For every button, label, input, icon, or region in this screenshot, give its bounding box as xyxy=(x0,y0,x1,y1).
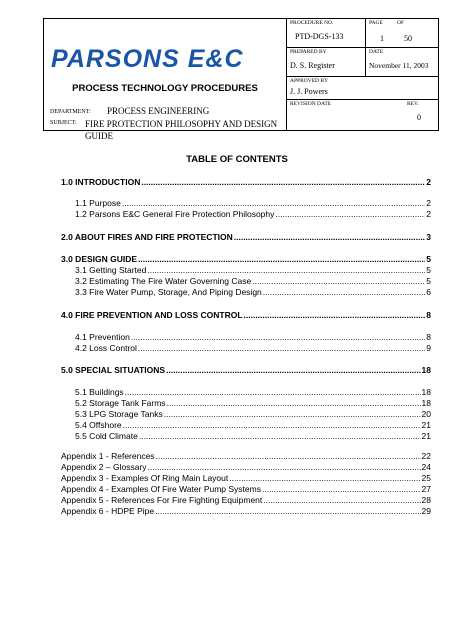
toc-dot-leader xyxy=(141,177,425,188)
toc-dot-leader xyxy=(131,332,425,343)
toc-entry-title: Appendix 1 - References xyxy=(61,451,155,461)
toc-entry[interactable] xyxy=(75,198,431,209)
toc-dot-leader xyxy=(148,462,421,473)
toc-page-number: 8 xyxy=(426,310,431,320)
toc-page-number: 5 xyxy=(426,265,431,275)
date-label: DATE xyxy=(369,49,384,55)
toc-page-number: 21 xyxy=(421,431,431,441)
toc-dot-leader xyxy=(122,198,425,209)
toc-entry[interactable] xyxy=(75,209,431,220)
prepared-by-label: PREPARED BY xyxy=(290,49,327,55)
toc-page-number: 2 xyxy=(426,209,431,219)
rev-label: REV. xyxy=(407,101,419,107)
toc-entry-title: 5.0 SPECIAL SITUATIONS xyxy=(61,365,166,375)
toc-dot-leader xyxy=(156,451,421,462)
toc-entry-title: 1.0 INTRODUCTION xyxy=(61,177,141,187)
toc-page-number: 18 xyxy=(421,365,431,375)
toc-entry[interactable] xyxy=(75,409,431,420)
toc-entry[interactable] xyxy=(75,287,431,298)
toc-entry[interactable] xyxy=(61,451,431,462)
toc-entry[interactable] xyxy=(61,495,431,506)
toc-dot-leader xyxy=(155,506,420,517)
toc-entry[interactable] xyxy=(75,343,431,354)
toc-entry-title: Appendix 6 - HDPE Pipe xyxy=(61,506,155,516)
toc-page-number: 29 xyxy=(421,506,431,516)
toc-entry-title: 3.1 Getting Started xyxy=(75,265,147,275)
toc-page-number: 9 xyxy=(426,343,431,353)
toc-page-number: 3 xyxy=(426,232,431,242)
toc-entry[interactable] xyxy=(75,420,431,431)
header-left-panel xyxy=(44,19,286,141)
toc-dot-leader xyxy=(139,431,421,442)
date-value: November 11, 2003 xyxy=(369,61,429,70)
toc-entry[interactable] xyxy=(75,387,431,398)
prepared-by-value: D. S. Register xyxy=(290,61,335,70)
department-value: PROCESS ENGINEERING xyxy=(107,106,210,116)
toc-entry-title: 4.0 FIRE PREVENTION AND LOSS CONTROL xyxy=(61,310,243,320)
toc-dot-leader xyxy=(229,473,420,484)
document-series-title: PROCESS TECHNOLOGY PROCEDURES xyxy=(72,83,258,94)
toc-dot-leader xyxy=(244,310,426,321)
toc-dot-leader xyxy=(167,398,421,409)
toc-page-number: 21 xyxy=(421,420,431,430)
toc-page-number: 27 xyxy=(421,484,431,494)
toc-dot-leader xyxy=(138,254,425,265)
toc-entry-title: 4.1 Prevention xyxy=(75,332,130,342)
toc-page-number: 6 xyxy=(426,287,431,297)
toc-entry[interactable] xyxy=(75,332,431,343)
toc-entry-title: 4.2 Loss Control xyxy=(75,343,137,353)
procedure-no-label: PROCEDURE NO. xyxy=(290,20,334,26)
toc-page-number: 5 xyxy=(426,276,431,286)
toc-title: TABLE OF CONTENTS xyxy=(186,154,288,165)
toc-dot-leader xyxy=(262,484,421,495)
toc-dot-leader xyxy=(263,287,425,298)
prepared-by-cell xyxy=(287,47,365,76)
toc-entry-title: 5.1 Buildings xyxy=(75,387,124,397)
toc-entry-title: Appendix 2 – Glossary xyxy=(61,462,147,472)
toc-entry-title: Appendix 3 - Examples Of Ring Main Layout xyxy=(61,473,229,483)
toc-entry-title: 1.2 Parsons E&C General Fire Protection Philosophy xyxy=(75,209,275,219)
document-header xyxy=(43,18,439,141)
toc-entry-title: 1.1 Purpose xyxy=(75,198,121,208)
toc-entry-title: 2.0 ABOUT FIRES AND FIRE PROTECTION xyxy=(61,232,233,242)
toc-page-number: 20 xyxy=(421,409,431,419)
department-label: DEPARTMENT: xyxy=(50,109,91,115)
approved-by-value: J. J. Powers xyxy=(290,87,328,96)
toc-dot-leader xyxy=(138,343,425,354)
toc-dot-leader xyxy=(125,387,421,398)
toc-entry[interactable] xyxy=(61,506,431,517)
subject-label: SUBJECT: xyxy=(50,120,77,126)
toc-dot-leader xyxy=(252,276,425,287)
date-cell xyxy=(365,47,439,76)
page-cell xyxy=(365,19,439,47)
toc-section-entry[interactable] xyxy=(61,254,431,265)
page-total: 50 xyxy=(404,34,412,43)
procedure-no-cell xyxy=(287,19,365,47)
toc-entry[interactable] xyxy=(75,431,431,442)
toc-dot-leader xyxy=(147,265,425,276)
toc-page-number: 5 xyxy=(426,254,431,264)
company-logo: PARSONS E&C xyxy=(51,45,244,73)
toc-entry[interactable] xyxy=(61,462,431,473)
toc-entry-title: 5.4 Offshore xyxy=(75,420,122,430)
toc-section-entry[interactable] xyxy=(61,177,431,188)
toc-entry-title: 5.2 Storage Tank Farms xyxy=(75,398,166,408)
toc-entry[interactable] xyxy=(75,265,431,276)
toc-page-number: 18 xyxy=(421,398,431,408)
toc-page-number: 24 xyxy=(421,462,431,472)
toc-dot-leader xyxy=(164,409,421,420)
toc-dot-leader xyxy=(263,495,420,506)
toc-entry[interactable] xyxy=(75,276,431,287)
page-number: 1 xyxy=(380,34,384,43)
toc-page-number: 2 xyxy=(426,198,431,208)
toc-page-number: 25 xyxy=(421,473,431,483)
toc-entry-title: 5.5 Cold Climate xyxy=(75,431,138,441)
toc-entry[interactable] xyxy=(61,484,431,495)
toc-entry-title: Appendix 4 - Examples Of Fire Water Pump Systems xyxy=(61,484,261,494)
toc-page-number: 8 xyxy=(426,332,431,342)
toc-dot-leader xyxy=(234,232,426,243)
approved-by-cell xyxy=(287,76,439,99)
toc-page-number: 28 xyxy=(421,495,431,505)
revision-cell xyxy=(287,99,439,130)
toc-section-entry[interactable] xyxy=(61,232,431,243)
procedure-no-value: PTD-DGS-133 xyxy=(295,32,344,41)
toc-entry-title: Appendix 5 - References For Fire Fighting Equipment xyxy=(61,495,263,505)
approved-by-label: APPROVED BY xyxy=(290,78,329,84)
rev-value: 0 xyxy=(417,113,421,122)
toc-page-number: 18 xyxy=(421,387,431,397)
toc-entry[interactable] xyxy=(75,398,431,409)
toc-page-number: 2 xyxy=(426,177,431,187)
subject-value: FIRE PROTECTION PHILOSOPHY AND DESIGN GUIDE xyxy=(85,119,278,141)
toc-entry-title: 3.3 Fire Water Pump, Storage, And Piping Design xyxy=(75,287,262,297)
toc-dot-leader xyxy=(275,209,425,220)
toc-dot-leader xyxy=(123,420,421,431)
page-label: PAGE xyxy=(369,20,383,26)
toc-entry[interactable] xyxy=(61,473,431,484)
of-label: OF xyxy=(397,20,405,26)
toc-page-number: 22 xyxy=(421,451,431,461)
header-right-panel xyxy=(286,19,439,130)
toc-dot-leader xyxy=(166,365,420,376)
revision-date-label: REVISION DATE xyxy=(290,101,332,107)
toc-entry-title: 5.3 LPG Storage Tanks xyxy=(75,409,163,419)
toc-section-entry[interactable] xyxy=(61,310,431,321)
toc-section-entry[interactable] xyxy=(61,365,431,376)
toc-entry-title: 3.0 DESIGN GUIDE xyxy=(61,254,138,264)
toc-entry-title: 3.2 Estimating The Fire Water Governing Case xyxy=(75,276,252,286)
